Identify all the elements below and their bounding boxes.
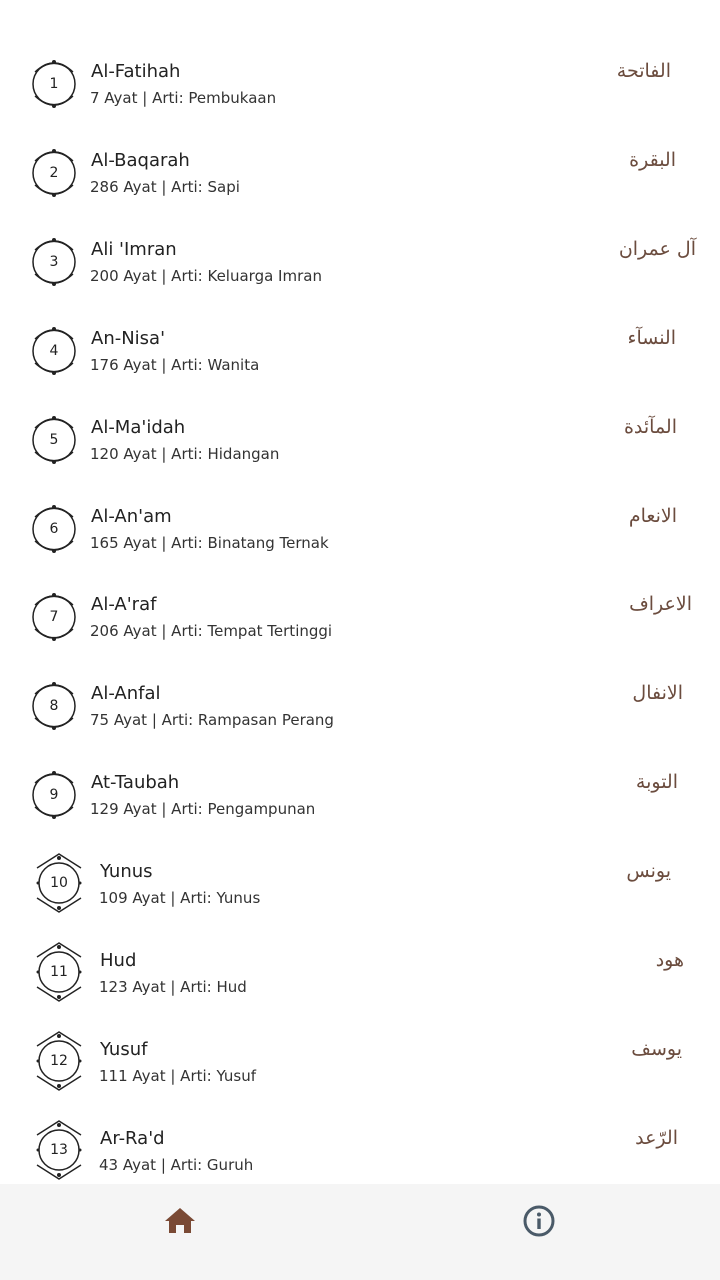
surah-arabic-name: يوسف: [631, 1038, 682, 1060]
info-nav-button[interactable]: [509, 1200, 569, 1244]
surah-row[interactable]: [0, 311, 720, 400]
surah-name: Yusuf: [100, 1039, 148, 1060]
surah-number-badge: [29, 56, 79, 112]
surah-number: 1: [49, 76, 59, 92]
surah-number: 3: [49, 254, 59, 270]
surah-row[interactable]: [0, 44, 720, 133]
surah-detail: 165 Ayat | Arti: Binatang Ternak: [90, 534, 329, 552]
surah-detail: 176 Ayat | Arti: Wanita: [90, 356, 260, 374]
surah-detail: 120 Ayat | Arti: Hidangan: [90, 445, 280, 463]
surah-number: 12: [50, 1053, 68, 1069]
surah-name: Al-Ma'idah: [91, 417, 186, 438]
surah-row[interactable]: [0, 1111, 720, 1184]
surah-detail: 206 Ayat | Arti: Tempat Tertinggi: [90, 622, 333, 640]
surah-arabic-name: الانعام: [628, 505, 677, 527]
surah-detail: 200 Ayat | Arti: Keluarga Imran: [90, 267, 322, 285]
surah-name: Hud: [100, 950, 137, 971]
surah-row[interactable]: [0, 400, 720, 489]
surah-detail: 123 Ayat | Arti: Hud: [99, 978, 247, 996]
surah-number-badge: [34, 941, 84, 997]
surah-arabic-name: آل عمران: [618, 238, 696, 260]
surah-row[interactable]: [0, 844, 720, 933]
surah-arabic-name: التوبة: [635, 771, 678, 793]
surah-number-badge: [34, 1119, 84, 1175]
surah-number-badge: [34, 1030, 84, 1086]
home-nav-button[interactable]: [150, 1200, 210, 1244]
surah-number-badge: [29, 412, 79, 468]
surah-name: Ar-Ra'd: [100, 1128, 165, 1149]
surah-name: Al-An'am: [91, 506, 172, 527]
surah-detail: 286 Ayat | Arti: Sapi: [90, 178, 240, 196]
surah-detail: 7 Ayat | Arti: Pembukaan: [90, 89, 277, 107]
surah-row[interactable]: [0, 933, 720, 1022]
surah-number: 7: [49, 609, 59, 625]
surah-arabic-name: البقرة: [629, 149, 676, 171]
surah-number-badge: [29, 767, 79, 823]
surah-number-badge: [29, 501, 79, 557]
surah-arabic-name: النسآء: [627, 327, 676, 349]
surah-number: 4: [49, 343, 59, 359]
surah-name: At-Taubah: [91, 772, 180, 793]
surah-arabic-name: هود: [655, 949, 684, 971]
surah-row[interactable]: [0, 666, 720, 755]
surah-row[interactable]: [0, 1022, 720, 1111]
surah-row[interactable]: [0, 577, 720, 666]
surah-arabic-name: الاعراف: [629, 593, 692, 615]
surah-number: 9: [49, 787, 59, 803]
surah-number: 6: [49, 521, 59, 537]
surah-name: Al-A'raf: [91, 594, 157, 615]
surah-detail: 109 Ayat | Arti: Yunus: [99, 889, 261, 907]
surah-arabic-name: الفاتحة: [616, 60, 671, 82]
surah-row[interactable]: [0, 222, 720, 311]
surah-number-badge: [29, 145, 79, 201]
surah-number: 13: [50, 1142, 68, 1158]
surah-row[interactable]: [0, 755, 720, 844]
surah-name: Al-Anfal: [91, 683, 161, 704]
home-icon: [150, 1200, 210, 1244]
surah-name: An-Nisa': [91, 328, 166, 349]
surah-number: 11: [50, 964, 68, 980]
surah-detail: 129 Ayat | Arti: Pengampunan: [90, 800, 316, 818]
surah-name: Yunus: [100, 861, 153, 882]
surah-number: 10: [50, 875, 68, 891]
surah-arabic-name: يونس: [626, 860, 671, 882]
surah-arabic-name: المآئدة: [623, 416, 677, 438]
bottom-navigation: [0, 1184, 720, 1280]
surah-arabic-name: الانفال: [632, 682, 683, 704]
surah-number-badge: [29, 323, 79, 379]
surah-row[interactable]: [0, 133, 720, 222]
surah-name: Al-Baqarah: [91, 150, 190, 171]
surah-number-badge: [29, 234, 79, 290]
surah-row[interactable]: [0, 489, 720, 578]
surah-detail: 43 Ayat | Arti: Guruh: [99, 1156, 254, 1174]
surah-name: Al-Fatihah: [91, 61, 181, 82]
surah-name: Ali 'Imran: [91, 239, 177, 260]
surah-arabic-name: الرّعد: [635, 1127, 678, 1149]
surah-number-badge: [29, 589, 79, 645]
info-icon: [509, 1200, 569, 1244]
surah-number: 2: [49, 165, 59, 181]
surah-number-badge: [34, 852, 84, 908]
surah-number: 8: [49, 698, 59, 714]
surah-number: 5: [49, 432, 59, 448]
surah-number-badge: [29, 678, 79, 734]
surah-detail: 75 Ayat | Arti: Rampasan Perang: [90, 711, 334, 729]
surah-detail: 111 Ayat | Arti: Yusuf: [99, 1067, 257, 1085]
